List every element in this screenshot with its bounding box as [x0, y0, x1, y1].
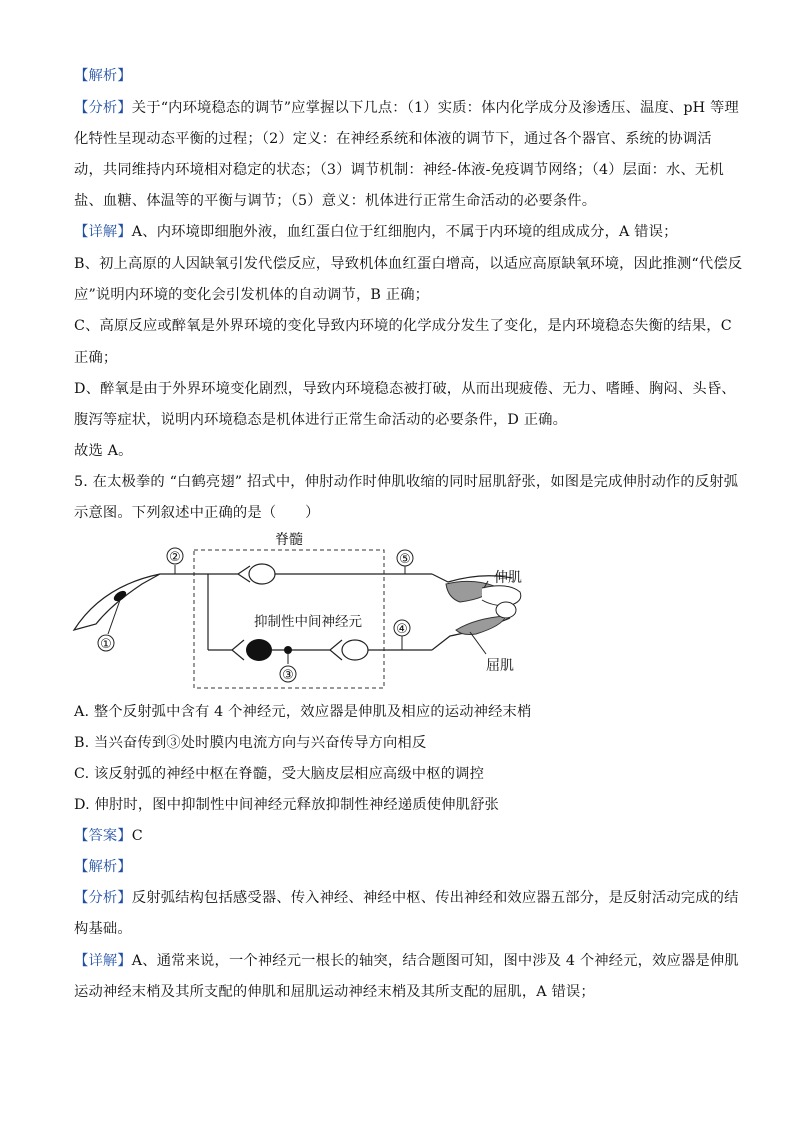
line-text: 腹泻等症状，说明内环境稳态是机体进行正常生命活动的必要条件，D 正确。	[74, 412, 568, 428]
question-line	[74, 503, 724, 523]
answer-value: C	[131, 828, 143, 844]
flexor-label: 屈肌	[486, 658, 514, 674]
line-text: 盐、血糖、体温等的平衡与调节；（5）意义：机体进行正常生命活动的必要条件。	[74, 193, 597, 209]
marker-3-label: ③	[282, 668, 294, 683]
text-line	[74, 348, 724, 368]
text-line	[74, 254, 743, 274]
section-tag: 【分析】	[74, 890, 132, 906]
marker-4-label: ④	[396, 622, 408, 637]
line-text: A、通常来说，一个神经元一根长的轴突，结合题图可知，图中涉及 4 个神经元，效应器是伸肌	[131, 953, 739, 969]
section-tag: 【解析】	[74, 68, 132, 84]
extensor-label: 伸肌	[494, 570, 522, 586]
line-text: 构基础。	[74, 921, 132, 937]
text-line	[74, 129, 724, 149]
text-line	[74, 951, 739, 971]
text-line	[74, 316, 732, 336]
line-text: 运动神经末梢及其所支配的伸肌和屈肌运动神经末梢及其所支配的屈肌，A 错误；	[74, 984, 595, 1000]
text-line	[74, 285, 724, 305]
text-line	[74, 410, 724, 430]
text-line	[74, 441, 724, 461]
option-b	[74, 733, 724, 753]
section-tag: 【分析】	[74, 100, 132, 116]
option-a	[74, 702, 724, 722]
receptor-skin	[74, 574, 160, 630]
synapse-top	[238, 566, 250, 582]
point-3	[284, 646, 292, 654]
text-line	[74, 982, 724, 1002]
elbow-joint	[496, 602, 516, 618]
line-text: 动，共同维持内环境相对稳定的状态；（3）调节机制：神经-体液-免疫调节网络；（4）层面：水、无机	[74, 162, 724, 178]
line-text: B、初上高原的人因缺氧引发代偿反应，导致机体血红蛋白增高，以适应高原缺氧环境，因此推测“代偿反	[74, 256, 743, 272]
reflex-arc-diagram	[62, 526, 532, 696]
text-line	[74, 160, 724, 180]
text-line	[74, 66, 724, 86]
marker-2-label: ②	[169, 550, 181, 565]
section-tag: 【详解】	[74, 224, 132, 240]
line-text: 关于“内环境稳态的调节”应掌握以下几点：（1）实质：体内化学成分及渗透压、温度、pH 等理	[131, 100, 739, 116]
text-line	[74, 919, 724, 939]
extensor-motor-neuron	[249, 564, 275, 584]
flexor-muscle	[456, 616, 506, 635]
line-text: B. 当兴奋传到③处时膜内电流方向与兴奋传导方向相反	[74, 735, 427, 751]
option-d	[74, 795, 724, 815]
option-c	[74, 764, 724, 784]
line-text: D、醉氧是由于外界环境变化剧烈，导致内环境稳态被打破，从而出现疲倦、无力、嗜睡、胸闷、头昏、	[74, 381, 736, 397]
marker-1-label: ①	[100, 637, 112, 652]
interneuron-label: 抑制性中间神经元	[254, 614, 362, 630]
text-line	[74, 191, 724, 211]
text-line	[74, 98, 739, 118]
spinal-cord-label: 脊髓	[275, 532, 303, 548]
line-text: A. 整个反射弧中含有 4 个神经元，效应器是伸肌及相应的运动神经末梢	[74, 704, 532, 720]
line-text: D. 伸肘时，图中抑制性中间神经元释放抑制性神经递质使伸肌舒张	[74, 797, 500, 813]
section-tag: 【详解】	[74, 953, 132, 969]
flexor-pointer	[470, 632, 486, 654]
question-line	[74, 472, 739, 492]
line-text: 反射弧结构包括感受器、传入神经、神经中枢、传出神经和效应器五部分，是反射活动完成的结	[131, 890, 739, 906]
line-text: 5. 在太极拳的 “白鹤亮翅” 招式中，伸肘动作时伸肌收缩的同时屈肌舒张，如图是完成伸肘动作的反射弧	[74, 474, 739, 490]
line-text: C. 该反射弧的神经中枢在脊髓，受大脑皮层相应高级中枢的调控	[74, 766, 485, 782]
line-text: A、内环境即细胞外液，血红蛋白位于红细胞内，不属于内环境的组成成分，A 错误；	[131, 224, 678, 240]
section-tag: 【解析】	[74, 859, 132, 875]
line-text: 应”说明内环境的变化会引发机体的自动调节，B 正确；	[74, 287, 430, 303]
flexor-motor-neuron	[342, 640, 368, 660]
line-text: 示意图。下列叙述中正确的是（ ）	[74, 505, 320, 521]
answer-line	[74, 826, 724, 846]
text-line	[74, 888, 739, 908]
text-line	[74, 222, 724, 242]
line-text: 正确；	[74, 350, 118, 366]
line-text: 化特性呈现动态平衡的过程；（2）定义：在神经系统和体液的调节下，通过各个器官、系统的协调活	[74, 131, 712, 147]
line-text: 故选 A。	[74, 443, 133, 459]
synapse-interneuron	[232, 640, 244, 660]
inhibitory-interneuron	[246, 639, 272, 661]
text-line	[74, 857, 724, 877]
line-text: C、高原反应或醉氧是外界环境的变化导致内环境的化学成分发生了变化，是内环境稳态失衡的结果，C	[74, 318, 732, 334]
text-line	[74, 379, 736, 399]
section-tag: 【答案】	[74, 828, 132, 844]
marker-5-label: ⑤	[399, 552, 411, 567]
synapse-flexor	[330, 640, 342, 660]
